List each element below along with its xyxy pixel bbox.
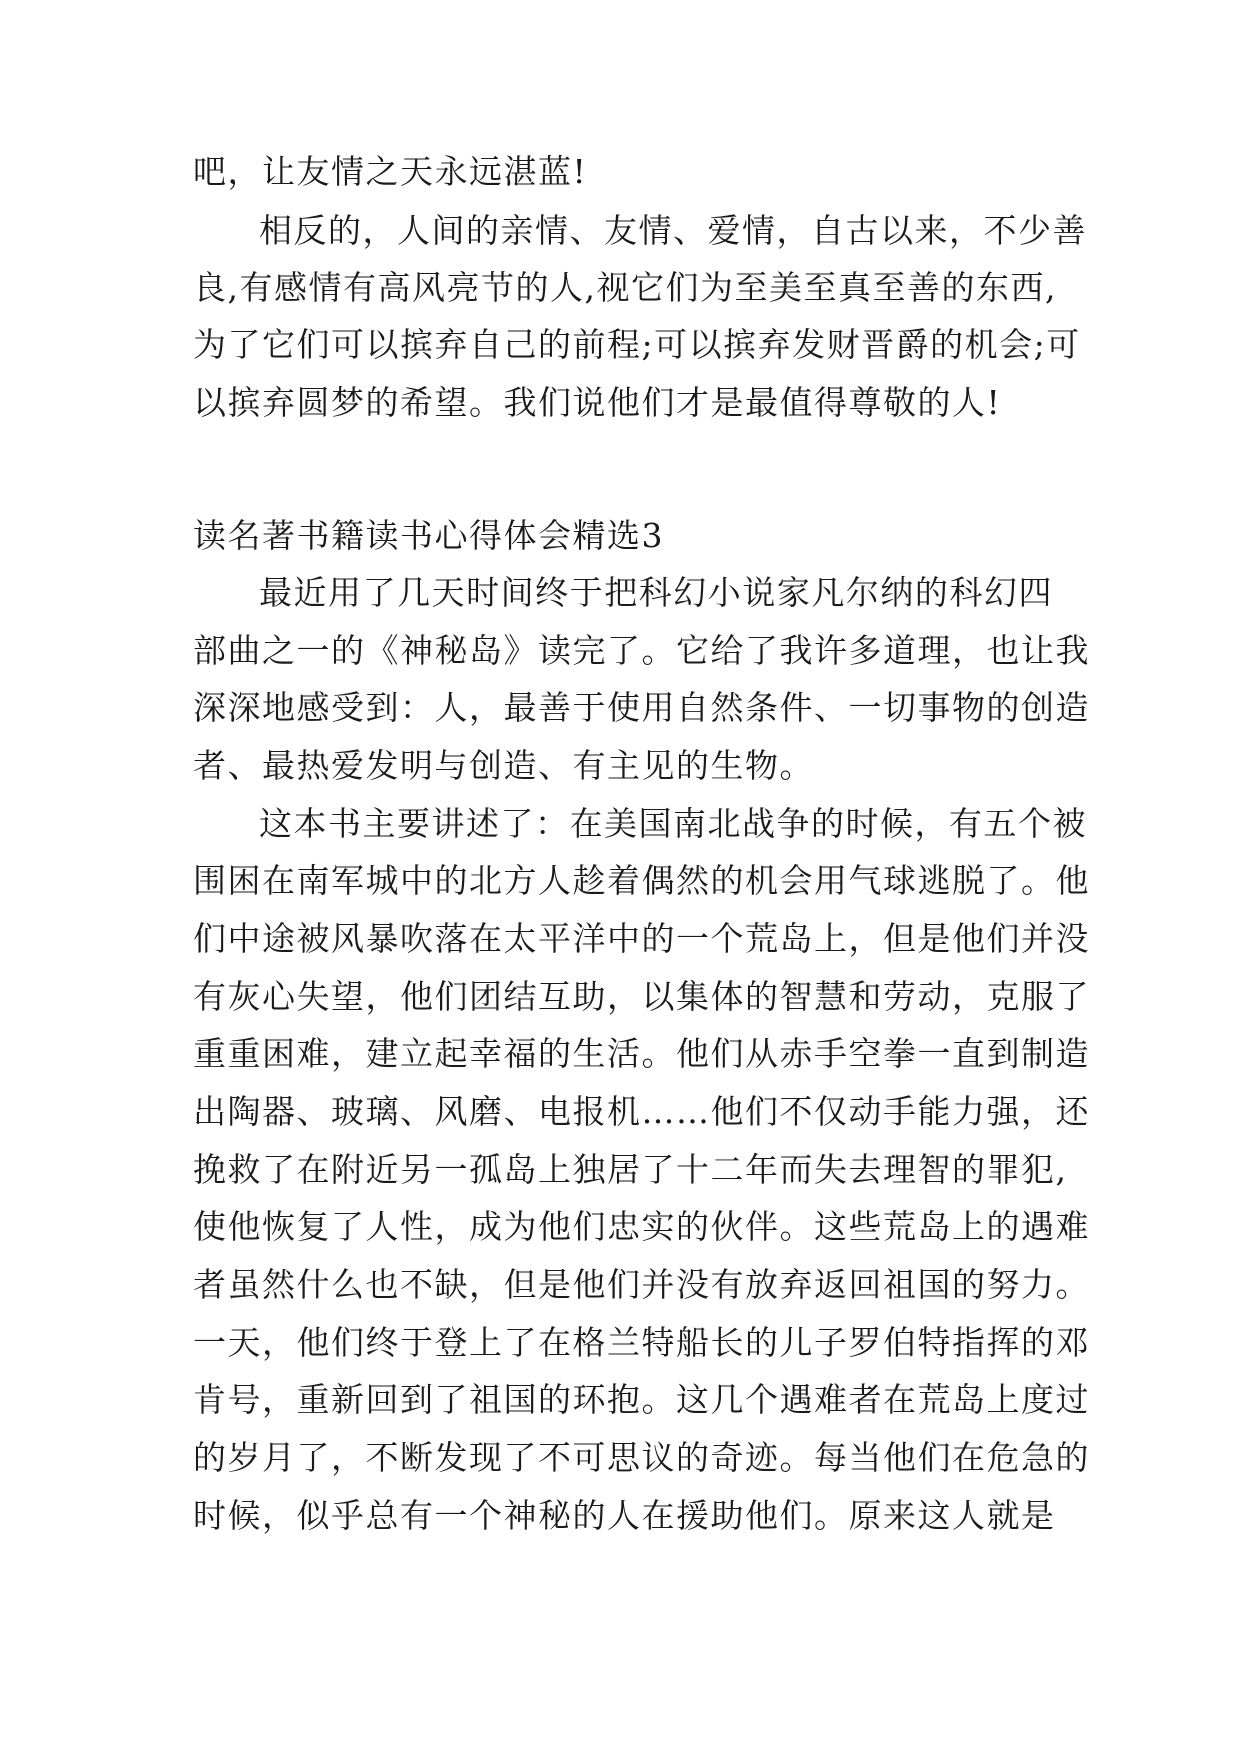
text-line: 为了它们可以摈弃自己的前程;可以摈弃发财晋爵的机会;可: [193, 325, 1081, 364]
text-line: 者、最热爱发明与创造、有主见的生物。: [193, 746, 814, 785]
text-line: 们中途被风暴吹落在太平洋中的一个荒岛上，但是他们并没: [193, 919, 1090, 958]
section-heading: 读名著书籍读书心得体会精选3: [193, 516, 664, 555]
text-line: 部曲之一的《神秘岛》读完了。它给了我许多道理，也让我: [193, 631, 1090, 670]
text-line: 最近用了几天时间终于把科幻小说家凡尔纳的科幻四: [259, 573, 1053, 612]
text-line: 一天，他们终于登上了在格兰特船长的儿子罗伯特指挥的邓: [193, 1323, 1090, 1362]
text-line: 者虽然什么也不缺，但是他们并没有放弃返回祖国的努力。: [193, 1265, 1090, 1304]
text-line: 深深地感受到：人，最善于使用自然条件、一切事物的创造: [193, 688, 1090, 727]
text-line: 这本书主要讲述了：在美国南北战争的时候，有五个被: [259, 804, 1087, 843]
text-line: 肯号，重新回到了祖国的环抱。这几个遇难者在荒岛上度过: [193, 1380, 1090, 1419]
text-line: 出陶器、玻璃、风磨、电报机……他们不仅动手能力强，还: [193, 1092, 1090, 1131]
text-line: 围困在南军城中的北方人趁着偶然的机会用气球逃脱了。他: [193, 861, 1090, 900]
text-line: 的岁月了，不断发现了不可思议的奇迹。每当他们在危急的: [193, 1438, 1090, 1477]
text-line: 挽救了在附近另一孤岛上独居了十二年而失去理智的罪犯,: [193, 1150, 1068, 1189]
text-line: 有灰心失望，他们团结互助，以集体的智慧和劳动，克服了: [193, 977, 1090, 1016]
text-line: 吧，让友情之天永远湛蓝!: [193, 152, 588, 191]
text-line: 以摈弃圆梦的希望。我们说他们才是最值得尊敬的人!: [193, 383, 1002, 422]
text-line: 时候，似乎总有一个神秘的人在援助他们。原来这人就是: [193, 1496, 1056, 1535]
text-line: 相反的，人间的亲情、友情、爱情，自古以来，不少善: [259, 211, 1087, 250]
text-line: 使他恢复了人性，成为他们忠实的伙伴。这些荒岛上的遇难: [193, 1207, 1090, 1246]
text-line: 重重困难，建立起幸福的生活。他们从赤手空拳一直到制造: [193, 1034, 1090, 1073]
text-line: 良,有感情有高风亮节的人,视它们为至美至真至善的东西,: [193, 268, 1057, 307]
